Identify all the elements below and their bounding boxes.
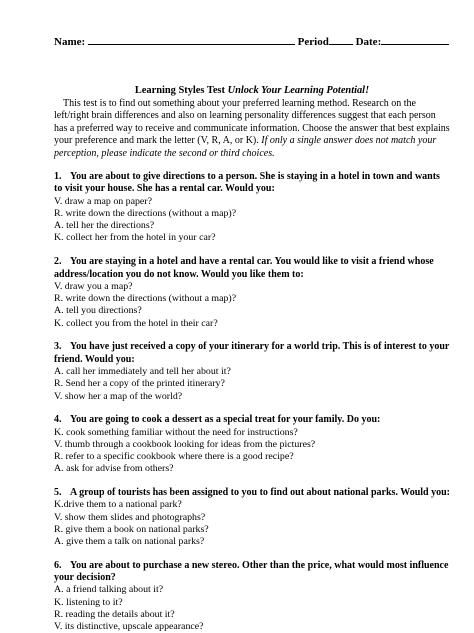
intro-note: If only a single answer does not match your perception, please indicate the second or third choices.: [54, 135, 437, 159]
answer-option: K.drive them to a national park?: [54, 499, 182, 511]
question-4: [54, 414, 450, 475]
answer-option: V. show her a map of the world?: [54, 390, 183, 402]
answer-option: A. a friend talking about it?: [54, 584, 164, 596]
question-3: [54, 341, 450, 402]
question-number: 1.: [54, 171, 62, 183]
answer-option: V. thumb through a cookbook looking for ideas from the pictures?: [54, 438, 316, 450]
answer-option: R. write down the directions (without a map)?: [54, 208, 237, 220]
answer-option: A. call her immediately and tell her about it?: [54, 366, 231, 378]
question-text: You are about to give directions to a person. She is staying in a hotel in town and wants to visit your house. She has a rental car. Would you:: [54, 171, 440, 195]
intro-paragraph: [54, 98, 450, 160]
title-subtitle: Unlock Your Learning Potential!: [227, 85, 370, 96]
answer-option: K. cook something familiar without the need for instructions?: [54, 426, 298, 438]
question-5: [54, 487, 450, 548]
answer-option: R. Send her a copy of the printed itinerary?: [54, 378, 225, 390]
question-list: [54, 171, 450, 633]
question-stem: [54, 414, 450, 426]
answer-option: V. its distinctive, upscale appearance?: [54, 621, 204, 633]
question-stem: [54, 487, 450, 499]
page-title: [54, 85, 450, 97]
name-label: Name:: [54, 36, 86, 48]
question-1: [54, 171, 450, 245]
answer-option: R. reading the details about it?: [54, 608, 175, 620]
answer-option: K. collect her from the hotel in your car?: [54, 232, 216, 244]
answer-option: K. listening to it?: [54, 596, 123, 608]
question-stem: [54, 256, 450, 281]
answer-option: V. draw a map on paper?: [54, 195, 152, 207]
answer-option: R. give them a book on national parks?: [54, 523, 209, 535]
question-number: 5.: [54, 486, 62, 498]
question-text: You have just received a copy of your itinerary for a world trip. This is of interest to your friend. Would you:: [54, 341, 450, 365]
question-number: 3.: [54, 341, 62, 353]
question-text: You are about to purchase a new stereo. Other than the price, what would most influence your decision?: [54, 559, 449, 584]
question-number: 4.: [54, 414, 62, 426]
answer-option: A. give them a talk on national parks?: [54, 535, 205, 547]
period-blank[interactable]: [329, 34, 353, 45]
name-blank[interactable]: [88, 34, 295, 45]
question-6: [54, 560, 450, 633]
question-stem: [54, 171, 450, 196]
intro-text: This test is to find out something about your preferred learning method. Research on the left/right brain differences and also on learning personality differences suggest that each person has a preferred way to receive and communicate information. Choose the answer that best explains your preference and mark the letter (V, R, A, or K).: [54, 98, 450, 147]
answer-option: R. write down the directions (without a map)?: [54, 293, 237, 305]
answer-option: K. collect you from the hotel in their car?: [54, 317, 218, 329]
answer-option: R. refer to a specific cookbook where there is a good recipe?: [54, 451, 294, 463]
answer-option: V. show them slides and photographs?: [54, 511, 206, 523]
period-label: Period: [297, 36, 329, 48]
question-number: 6.: [54, 559, 62, 571]
answer-option: A. tell you directions?: [54, 305, 142, 317]
answer-option: A. tell her the directions?: [54, 220, 155, 232]
date-blank[interactable]: [381, 34, 449, 45]
question-stem: [54, 341, 450, 366]
title-main: Learning Styles Test: [134, 85, 225, 96]
question-text: You are staying in a hotel and have a rental car. You would like to visit a friend whose address/location you do not know. Would you like them to:: [54, 256, 434, 280]
question-number: 2.: [54, 256, 62, 268]
question-2: [54, 256, 450, 330]
answer-option: A. ask for advise from others?: [54, 463, 174, 475]
answer-option: V. draw you a map?: [54, 280, 133, 292]
question-text: A group of tourists has been assigned to you to find out about national parks. Would you:: [70, 486, 450, 498]
question-text: You are going to cook a dessert as a special treat for your family. Do you:: [70, 414, 381, 426]
question-stem: [54, 560, 450, 585]
date-label: Date:: [355, 36, 382, 48]
student-info-line: [54, 34, 450, 49]
